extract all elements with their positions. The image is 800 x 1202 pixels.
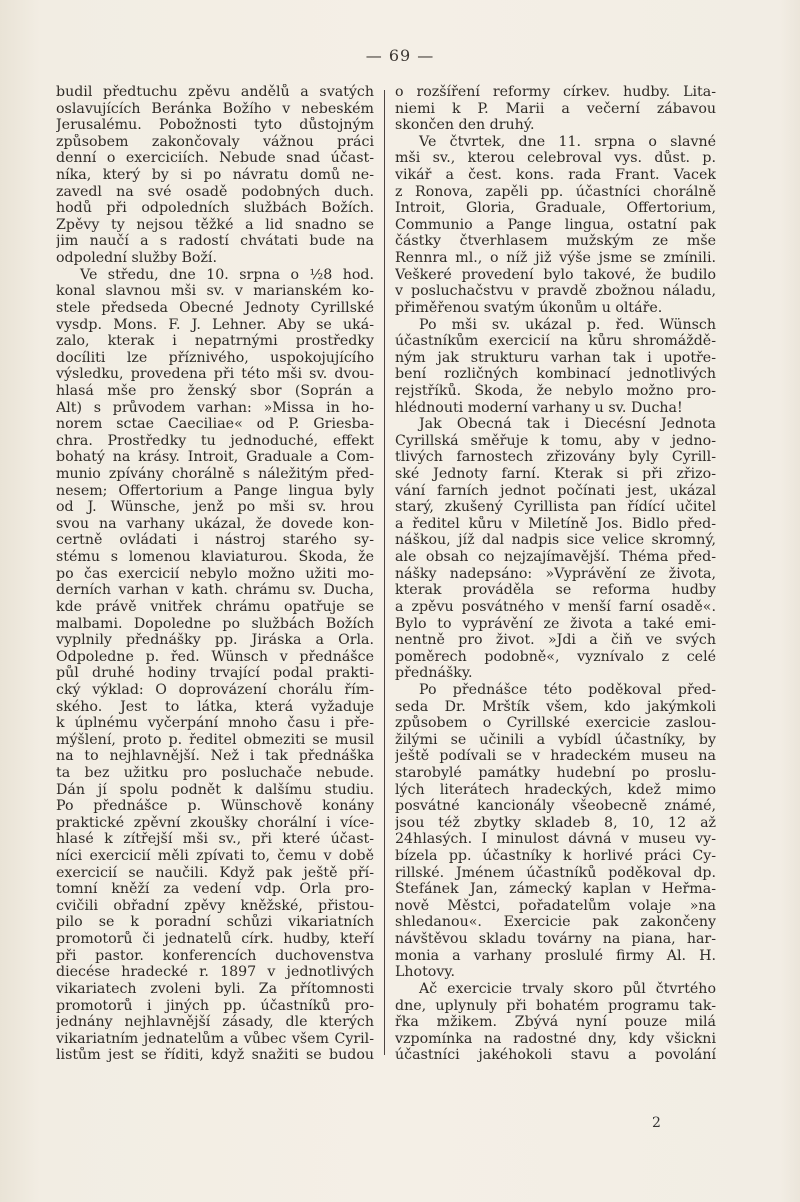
text-line: dne, uplynuly při bohatém programu tak- (395, 997, 716, 1014)
page-number: — 69 — (365, 46, 435, 65)
text-line: náškou, jíž dal nadpis sice velice skromný, (395, 532, 716, 549)
text-line: hodů při odpoledních službách Božích. (56, 200, 374, 217)
text-line: oslavujících Beránka Božího v nebeském (56, 100, 374, 117)
text-line: jednány nejhlavnější zásady, dle kterých (56, 1014, 374, 1031)
text-line: Cyrillská směřuje k tomu, aby v jedno- (395, 432, 716, 449)
text-line: tlivých farnostech zřizovány byly Cyrill- (395, 449, 716, 466)
text-line: půl druhé hodiny trvající podal prakti- (56, 665, 374, 682)
text-line: seda Dr. Mrštík všem, kdo jakýmkoli (395, 698, 716, 715)
text-line: budil předtuchu zpěvu andělů a svatých (56, 84, 374, 100)
text-line: stému s lomenou klaviaturou. Škoda, že (56, 549, 374, 566)
text-line: denní o exerciciích. Nebude snad účast- (56, 150, 374, 167)
text-line: praktické zpěvní zkoušky chorální i více- (56, 814, 374, 831)
text-line: kde právě vnitřek chrámu opatřuje se (56, 598, 374, 615)
text-line: 24hlasých. I minulost dávná v museu vy- (395, 831, 716, 848)
text-line: cvičili obřadní zpěvy kněžské, přistou- (56, 897, 374, 914)
text-line: Introit, Gloria, Graduale, Offertorium, (395, 200, 716, 217)
text-line: starobylé památky hudební po proslu- (395, 764, 716, 781)
text-line: níci exercicií měli zpívati to, čemu v době (56, 848, 374, 865)
text-line: o rozšíření reformy církev. hudby. Lita- (395, 84, 716, 100)
text-line: lých literátech hradeckých, kdež mimo (395, 781, 716, 798)
text-line: níka, který by si po návratu domů ne- (56, 167, 374, 184)
text-line: posvátné kancionály všeobecně známé, (395, 798, 716, 815)
text-line: v posluchačstvu v pravdě zbožnou náladu, (395, 283, 716, 300)
text-line: docíliti lze příznivého, uspokojujícího (56, 349, 374, 366)
text-line: poměrech podobně«, vyznívalo z celé (395, 648, 716, 665)
text-line: nentně pro život. »Jdi a čiň ve svých (395, 632, 716, 649)
text-line: bízela pp. účastníky k horlivé práci Cy- (395, 848, 716, 865)
text-line: exercicií se naučili. Když pak ještě pří- (56, 864, 374, 881)
text-line: rejstříků. Škoda, že nebylo možno pro- (395, 382, 716, 399)
text-line: Dán jí spolu podnět k dalšímu studiu. (56, 781, 374, 798)
text-line: Ve středu, dne 10. srpna o ½8 hod. (80, 266, 374, 283)
text-line: promotorů i jiných pp. účastníků pro- (56, 997, 374, 1014)
text-line: chra. Prostředky tu jednoduché, effekt (56, 432, 374, 449)
text-line: ale obsah co nejzajímavější. Théma před- (395, 549, 716, 566)
text-line: při pastor. konferencích duchovenstva (56, 947, 374, 964)
text-line: rillské. Jménem účastníků poděkoval dp. (395, 864, 716, 881)
text-line: vikář a čest. kons. rada Frant. Vacek (395, 167, 716, 184)
text-line: derních varhan v kath. chrámu sv. Ducha, (56, 582, 374, 599)
text-line: cký výklad: O doprovázení chorálu řím- (56, 681, 374, 698)
text-line: zalo, kterak i nepatrnými prostředky (56, 333, 374, 350)
left-column (56, 84, 374, 1064)
text-line: přednášky. (395, 665, 473, 682)
text-line: nově Městci, pořadatelům volaje »na (395, 897, 716, 914)
text-line: přiměřenou svatým úkonům u oltáře. (395, 299, 663, 316)
column-divider (384, 90, 385, 1055)
text-line: mýšlení, proto p. ředitel obmeziti se musil (56, 731, 374, 748)
text-line: vikariatech zvoleni byli. Za přítomnosti (56, 980, 374, 997)
text-line: výsledku, provedena při této mši sv. dvou- (56, 366, 374, 383)
text-line: z Ronova, zapěli pp. účastníci chorálně (395, 183, 716, 200)
text-line: vyplnily přednášky pp. Jiráska a Orla. (56, 632, 374, 649)
text-line: shledanou«. Exercicie pak zakončeny (395, 914, 716, 931)
text-line: vání farních jednot počínati jest, ukázal (395, 482, 716, 499)
text-line: skončen den druhý. (395, 117, 535, 134)
text-line: Štefánek Jan, zámecký kaplan v Heřma- (395, 881, 716, 898)
text-line: listům jest se říditi, když snažiti se budou (56, 1047, 374, 1064)
text-line: Ve čtvrtek, dne 11. srpna o slavné (419, 133, 716, 150)
signature-mark: 2 (652, 1115, 661, 1131)
text-line: pilo se k poradní schůzi vikariatních (56, 914, 374, 931)
text-line: Veškeré provedení bylo takové, že budilo (395, 266, 716, 283)
text-line: návštěvou skladu továrny na piana, har- (395, 931, 716, 948)
text-line: Po přednášce této poděkoval před- (419, 681, 716, 698)
text-line: žilými se učinili a vybídl účastníky, by (395, 731, 716, 748)
text-line: zavedl na své osadě podobných duch. (56, 183, 374, 200)
right-column (395, 84, 716, 1064)
text-line: Jerusalému. Pobožnosti tyto důstojným (56, 117, 374, 134)
text-line: Rennra ml., o níž již výše jsme se zmínili. (395, 250, 716, 267)
text-line: svou na varhany ukázal, že dovede kon- (56, 515, 374, 532)
text-line: nášky nadepsáno: »Vyprávění ze života, (395, 565, 716, 582)
text-line: účastníkům exercicií na kůru shromáždě- (395, 333, 716, 350)
text-line: Ač exercicie trvaly skoro půl čtvrtého (419, 980, 716, 997)
text-line: od J. Wünsche, jenž po mši sv. hrou (56, 499, 374, 516)
text-line: Lhotovy. (395, 964, 455, 981)
text-line: jsou též zbytky skladeb 8, 10, 12 až (395, 814, 716, 831)
text-line: vikariatním jednatelům a vůbec všem Cyril- (56, 1030, 374, 1047)
text-line: hlasé k zítřejší mši sv., při které účast- (56, 831, 374, 848)
text-line: ské Jednoty farní. Kterak si při zřizo- (395, 466, 716, 483)
text-line: stele předseda Obecné Jednoty Cyrillské (56, 299, 374, 316)
text-line: hlasá mše pro ženský sbor (Soprán a (56, 382, 374, 399)
text-line: na to nejhlavnější. Než i tak přednáška (56, 748, 374, 765)
text-line: nesem; Offertorium a Pange lingua byly (56, 482, 374, 499)
text-line: účastníci jakéhokoli stavu a povolání (395, 1047, 716, 1064)
text-line: munio zpívány chorálně s náležitým před- (56, 466, 374, 483)
text-line: řka mžikem. Zbývá nyní pouze milá (395, 1014, 716, 1031)
text-line: ta bez užitku pro posluchače nebude. (56, 764, 374, 781)
text-line: jim naučí a s radostí chvátati bude na (56, 233, 374, 250)
text-line: a ředitel kůru v Miletíně Jos. Bidlo před- (395, 515, 716, 532)
text-line: starý, zkušený Cyrillista pan řídící učitel (395, 499, 716, 516)
text-line: Zpěvy ty nejsou těžké a lid snadno se (56, 216, 374, 233)
text-line: ještě podívali se v hradeckém museu na (395, 748, 716, 765)
text-line: Po přednášce p. Wünschově konány (56, 798, 374, 815)
text-line: diecése hradecké r. 1897 v jednotlivých (56, 964, 374, 981)
text-line: Odpoledne p. řed. Wünsch v přednášce (56, 648, 374, 665)
text-line: k úplnému vyčerpání mnoho času i pře- (56, 715, 374, 732)
text-line: niemi k P. Marii a večerní zábavou (395, 100, 716, 117)
text-line: bohatý na krásy. Introit, Graduale a Com- (56, 449, 374, 466)
text-line: hlédnouti moderní varhany u sv. Ducha! (395, 399, 683, 416)
text-line: norem sctae Caeciliae« od P. Griesba- (56, 416, 374, 433)
text-line: a zpěvu posvátného v menší farní osadě«. (395, 598, 716, 615)
text-line: vzpomínka na radostné dny, kdy všickni (395, 1030, 716, 1047)
text-line: částky čtverhlasem mužským ze mše (395, 233, 716, 250)
text-line: způsobem o Cyrillské exercicie zaslou- (395, 715, 716, 732)
text-line: konal slavnou mši sv. v marianském ko- (56, 283, 374, 300)
text-line: mši sv., kterou celebroval vys. důst. p. (395, 150, 716, 167)
text-line: monia a varhany proslulé firmy Al. H. (395, 947, 716, 964)
text-line: certně ovládati i nástroj starého sy- (56, 532, 374, 549)
text-line: způsobem zakončovaly vážnou práci (56, 133, 374, 150)
text-line: malbami. Dopoledne po službách Božích (56, 615, 374, 632)
text-line: bení rozličných kombinací jednotlivých (395, 366, 716, 383)
text-line: ského. Jest to látka, která vyžaduje (56, 698, 374, 715)
text-line: Bylo to vyprávění ze života a také emi- (395, 615, 716, 632)
text-line: vysdp. Mons. F. J. Lehner. Aby se uká- (56, 316, 374, 333)
text-line: po čas exercicií nebylo možno užiti mo- (56, 565, 374, 582)
text-line: Po mši sv. ukázal p. řed. Wünsch (419, 316, 716, 333)
text-line: tomní kněží za vedení vdp. Orla pro- (56, 881, 374, 898)
text-line: kterak prováděla se reforma hudby (395, 582, 716, 599)
text-line: odpolední služby Boží. (56, 250, 217, 267)
text-line: Communio a Pange lingua, ostatní pak (395, 216, 716, 233)
text-line: ným jak strukturu varhan tak i upotře- (395, 349, 716, 366)
text-line: promotorů či jednatelů círk. hudby, kteří (56, 931, 374, 948)
text-line: Alt) s průvodem varhan: »Missa in ho- (56, 399, 374, 416)
text-line: Jak Obecná tak i Diecésní Jednota (419, 416, 716, 433)
